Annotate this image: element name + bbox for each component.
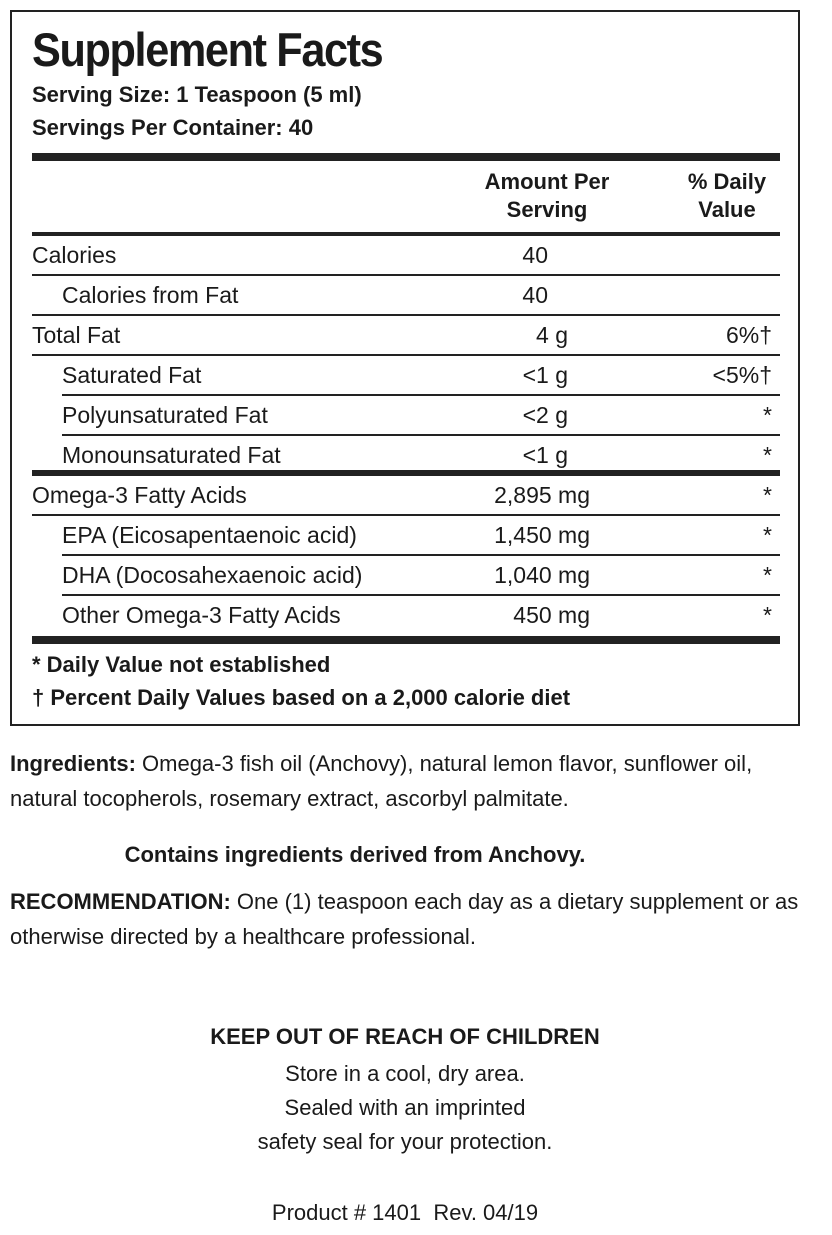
nutrient-label: EPA (Eicosapentaenoic acid): [62, 522, 357, 548]
nutrient-amount: 40: [522, 282, 548, 308]
daily-value-header: [672, 168, 782, 224]
nutrient-label: Other Omega-3 Fatty Acids: [62, 602, 341, 628]
ingredients-list: Omega-3 fish oil (Anchovy), natural lemon flavor, sunflower oil, natural tocopherols, rosemary extract, ascorbyl palmitate.: [10, 751, 753, 811]
recommendation-body: One (1) teaspoon each day as a dietary supplement or as otherwise directed by a healthcare professional.: [10, 889, 799, 949]
footnote-percent-daily: † Percent Daily Values based on a 2,000 calorie diet: [32, 685, 571, 710]
amount-per-serving-header: [472, 168, 622, 224]
nutrient-amount: 4 g: [536, 322, 568, 348]
supplement-facts-panel: [10, 10, 800, 726]
product-number: Product # 1401 Rev. 04/19: [271, 1200, 539, 1225]
nutrient-label: Monounsaturated Fat: [62, 442, 281, 468]
recommendation-label: RECOMMENDATION:: [10, 889, 231, 914]
nutrient-row: [32, 516, 780, 556]
recommendation-text: [10, 884, 810, 954]
nutrient-row: [32, 396, 780, 436]
nutrient-daily-value: *: [763, 522, 772, 548]
nutrient-daily-value: *: [763, 562, 772, 588]
amount-header-line2: Serving: [506, 197, 588, 222]
storage-line-3: safety seal for your protection.: [257, 1129, 553, 1154]
nutrient-label: Calories: [32, 242, 117, 268]
ingredients-label: Ingredients:: [10, 751, 136, 776]
serving-size: Serving Size: 1 Teaspoon (5 ml): [32, 82, 362, 107]
nutrient-amount: 450 mg: [513, 602, 590, 628]
nutrient-row: [32, 356, 780, 396]
nutrient-daily-value: *: [763, 602, 772, 628]
nutrient-row: [32, 236, 780, 276]
dv-header-line2: Value: [698, 197, 756, 222]
nutrient-label: Saturated Fat: [62, 362, 202, 388]
nutrient-amount: 1,450 mg: [494, 522, 590, 548]
nutrient-amount: 1,040 mg: [494, 562, 590, 588]
nutrient-label: Calories from Fat: [62, 282, 239, 308]
nutrient-daily-value: <5%†: [712, 362, 772, 388]
nutrient-row: [32, 596, 780, 636]
nutrient-daily-value: 6%†: [725, 322, 772, 348]
nutrient-row: [32, 436, 780, 476]
nutrient-amount: 40: [522, 242, 548, 268]
nutrient-amount: <1 g: [522, 362, 568, 388]
nutrient-label: DHA (Docosahexaenoic acid): [62, 562, 363, 588]
nutrient-row: [32, 316, 780, 356]
nutrient-amount: 2,895 mg: [494, 482, 590, 508]
amount-header-line1: Amount Per: [484, 169, 610, 194]
thick-divider-top: [32, 153, 780, 161]
servings-per-container: Servings Per Container: 40: [32, 115, 314, 140]
allergen-statement: Contains ingredients derived from Anchovy.: [124, 842, 586, 867]
nutrient-daily-value: *: [763, 402, 772, 428]
ingredients-text: [10, 746, 810, 816]
thick-divider-bottom: [32, 636, 780, 644]
nutrient-row: [32, 276, 780, 316]
nutrient-row: [32, 556, 780, 596]
nutrient-amount: <1 g: [522, 442, 568, 468]
dv-header-line1: % Daily: [687, 169, 767, 194]
nutrient-label: Polyunsaturated Fat: [62, 402, 268, 428]
storage-line-1: Store in a cool, dry area.: [285, 1061, 525, 1086]
nutrient-daily-value: *: [763, 482, 772, 508]
footnote-not-established: * Daily Value not established: [32, 652, 331, 677]
storage-line-2: Sealed with an imprinted: [284, 1095, 526, 1120]
nutrient-amount: <2 g: [522, 402, 568, 428]
nutrient-label: Omega-3 Fatty Acids: [32, 482, 247, 508]
nutrient-label: Total Fat: [32, 322, 121, 348]
panel-title: Supplement Facts: [32, 23, 383, 76]
nutrient-row: [32, 476, 780, 516]
warning-children: KEEP OUT OF REACH OF CHILDREN: [210, 1024, 600, 1049]
nutrient-daily-value: *: [763, 442, 772, 468]
